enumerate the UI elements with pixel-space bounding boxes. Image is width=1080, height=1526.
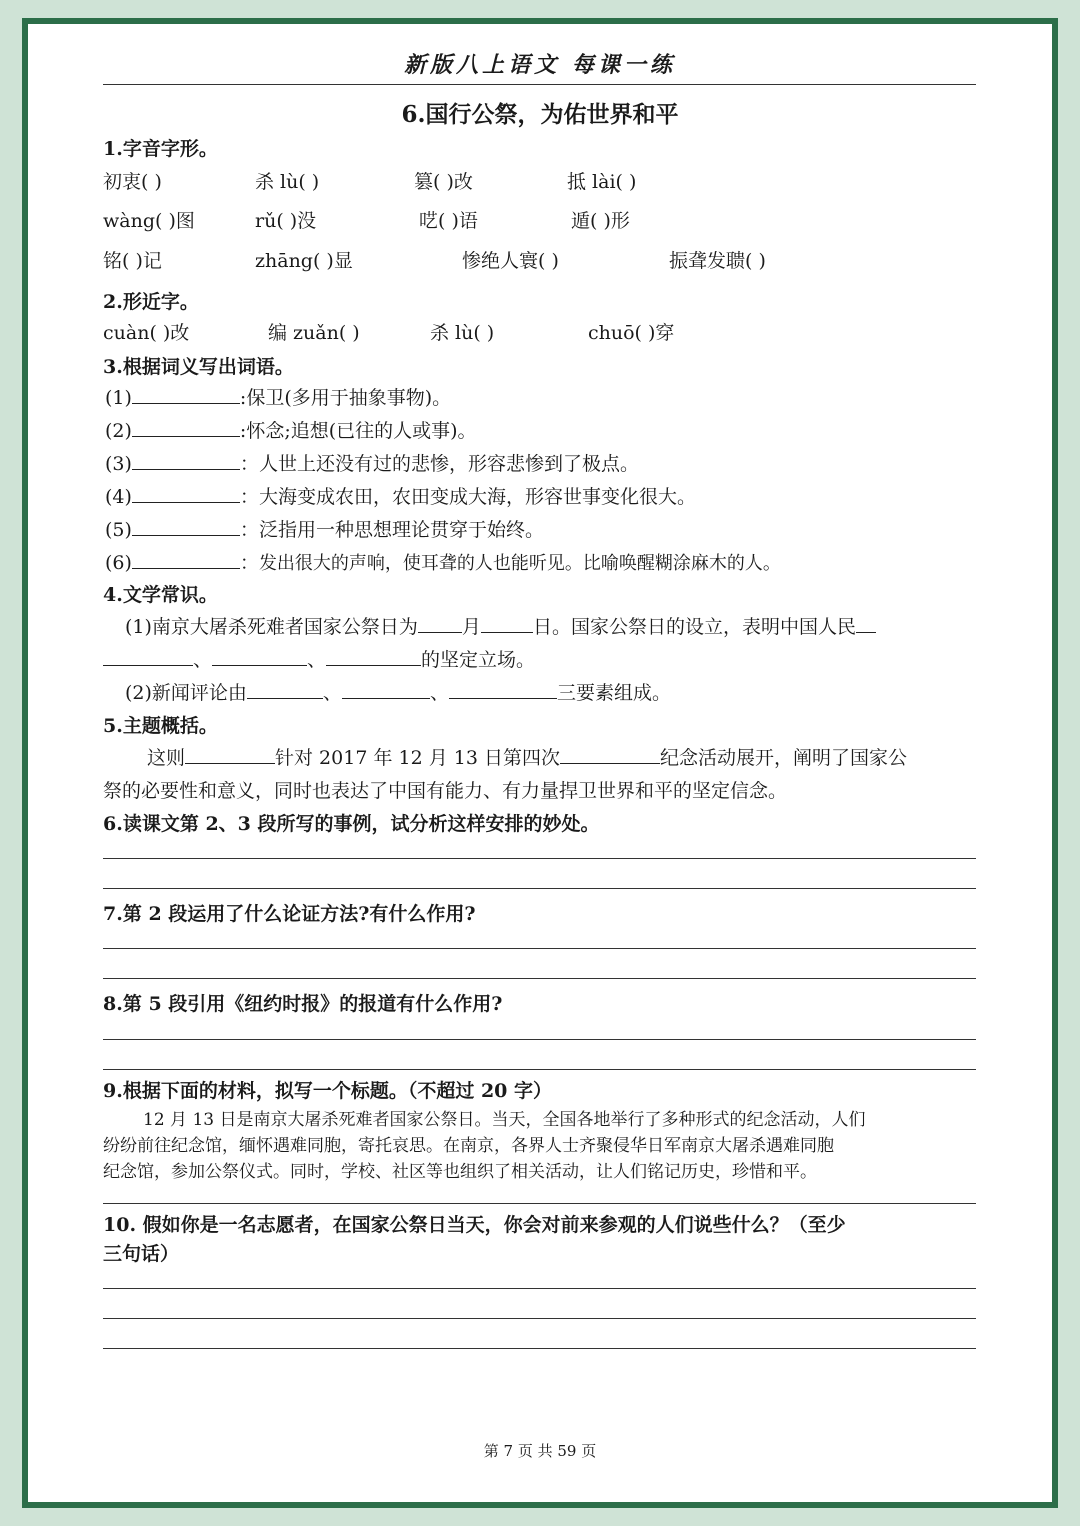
blank-field[interactable] bbox=[326, 647, 421, 666]
blank-field[interactable] bbox=[449, 680, 557, 699]
q1-item: 铭( )记 bbox=[103, 250, 162, 272]
q5-line2: 祭的必要性和意义，同时也表达了中国有能力、有力量捍卫世界和平的坚定信念。 bbox=[103, 780, 788, 802]
blank-field[interactable] bbox=[132, 451, 240, 470]
q2-item: chuō( )穿 bbox=[588, 322, 675, 344]
q3-item bbox=[105, 482, 696, 509]
q1-item: zhāng( )显 bbox=[255, 250, 353, 272]
blank-field[interactable] bbox=[103, 647, 193, 666]
q1-item: 惨绝人寰( ) bbox=[462, 250, 559, 272]
q3-item-definition: 泛指用一种思想理论贯穿于始终。 bbox=[258, 519, 544, 541]
q3-item-separator: ： bbox=[239, 453, 259, 475]
answer-line[interactable] bbox=[103, 978, 976, 979]
q3-item-definition: 保卫(多用于抽象事物)。 bbox=[246, 387, 452, 409]
q3-item-number: (5) bbox=[105, 519, 132, 541]
blank-field[interactable] bbox=[856, 614, 876, 633]
q3-item-number: (1) bbox=[105, 387, 132, 409]
blank-field[interactable] bbox=[132, 484, 240, 503]
answer-line[interactable] bbox=[103, 1348, 976, 1349]
q3-item-separator: : bbox=[239, 420, 247, 442]
blank-field[interactable] bbox=[132, 517, 240, 536]
q3-item-separator: ： bbox=[239, 486, 259, 508]
header-divider bbox=[103, 84, 976, 85]
q3-item-separator: ： bbox=[239, 519, 259, 541]
blank-field[interactable] bbox=[212, 647, 307, 666]
q1-item: 初衷( ) bbox=[103, 171, 162, 193]
q9-material-line: 12 月 13 日是南京大屠杀死难者国家公祭日。当天，全国各地举行了多种形式的纪念活动，人们 bbox=[143, 1110, 866, 1130]
q3-item bbox=[105, 383, 451, 410]
q3-item-number: (2) bbox=[105, 420, 132, 442]
q2-heading: 2.形近字。 bbox=[103, 291, 199, 313]
blank-field[interactable] bbox=[132, 550, 240, 569]
answer-line[interactable] bbox=[103, 1069, 976, 1070]
blank-field[interactable] bbox=[560, 745, 660, 764]
q3-item-definition: 怀念;追想(已往的人或事)。 bbox=[246, 420, 477, 442]
q2-item: 编 zuǎn( ) bbox=[268, 322, 360, 344]
q6-heading: 6.读课文第 2、3 段所写的事例，试分析这样安排的妙处。 bbox=[103, 813, 600, 835]
q10-heading-cont: 三句话） bbox=[103, 1243, 180, 1265]
q3-item bbox=[105, 548, 781, 575]
blank-field[interactable] bbox=[132, 418, 240, 437]
q1-item: 篡( )改 bbox=[414, 171, 473, 193]
q3-item-separator: ： bbox=[239, 552, 259, 574]
blank-field[interactable] bbox=[132, 385, 240, 404]
q5-line1: 这则 针对 2017 年 12 月 13 日第四次 纪念活动展开，阐明了国家公 bbox=[147, 747, 907, 769]
q1-heading: 1.字音字形。 bbox=[103, 138, 218, 160]
answer-line[interactable] bbox=[103, 1318, 976, 1319]
q2-item: cuàn( )改 bbox=[103, 322, 190, 344]
q4-line3: (2)新闻评论由 、 、 三要素组成。 bbox=[125, 682, 671, 704]
blank-field[interactable] bbox=[481, 614, 533, 633]
q9-material-line: 纪念馆，参加公祭仪式。同时，学校、社区等也组织了相关活动，让人们铭记历史，珍惜和平。 bbox=[103, 1162, 817, 1182]
q1-item: 抵 lài( ) bbox=[567, 171, 637, 193]
q3-item-number: (3) bbox=[105, 453, 132, 475]
answer-line[interactable] bbox=[103, 1288, 976, 1289]
blank-field[interactable] bbox=[185, 745, 275, 764]
q3-item bbox=[105, 515, 544, 542]
q1-item: 振聋发聩( ) bbox=[669, 250, 766, 272]
q7-heading: 7.第 2 段运用了什么论证方法?有什么作用? bbox=[103, 903, 476, 925]
q3-item bbox=[105, 449, 639, 476]
q9-heading: 9.根据下面的材料，拟写一个标题。（不超过 20 字） bbox=[103, 1080, 553, 1102]
answer-line[interactable] bbox=[103, 858, 976, 859]
q1-item: wàng( )图 bbox=[103, 210, 195, 232]
q10-heading: 10. 假如你是一名志愿者，在国家公祭日当天，你会对前来参观的人们说些什么？（至少 bbox=[103, 1214, 846, 1236]
q8-heading: 8.第 5 段引用《纽约时报》的报道有什么作用? bbox=[103, 993, 503, 1015]
q5-heading: 5.主题概括。 bbox=[103, 715, 218, 737]
series-title: 新版八上语文 每课一练 bbox=[404, 52, 676, 78]
q2-item: 杀 lù( ) bbox=[430, 322, 495, 344]
q4-line2: 、 、 的坚定立场。 bbox=[103, 645, 535, 672]
blank-field[interactable] bbox=[247, 680, 323, 699]
lesson-title: 6.国行公祭，为佑世界和平 bbox=[401, 101, 679, 128]
q3-item-definition: 发出很大的声响，使耳聋的人也能听见。比喻唤醒糊涂麻木的人。 bbox=[258, 553, 781, 574]
answer-line[interactable] bbox=[103, 1203, 976, 1204]
q3-item-number: (6) bbox=[105, 552, 132, 574]
answer-line[interactable] bbox=[103, 948, 976, 949]
q9-material-line: 纷纷前往纪念馆，缅怀遇难同胞，寄托哀思。在南京，各界人士齐聚侵华日军南京大屠杀遇难同胞 bbox=[103, 1136, 834, 1156]
page-number: 第 7 页 共 59 页 bbox=[483, 1442, 597, 1460]
q3-item bbox=[105, 416, 477, 443]
answer-line[interactable] bbox=[103, 1039, 976, 1040]
q3-item-separator: : bbox=[239, 387, 247, 409]
blank-field[interactable] bbox=[418, 614, 462, 633]
answer-line[interactable] bbox=[103, 888, 976, 889]
q1-item: 遁( )形 bbox=[571, 210, 630, 232]
q4-line1: (1)南京大屠杀死难者国家公祭日为 月 日。国家公祭日的设立，表明中国人民 bbox=[125, 612, 876, 639]
q3-heading: 3.根据词义写出词语。 bbox=[103, 356, 294, 378]
q3-item-number: (4) bbox=[105, 486, 132, 508]
blank-field[interactable] bbox=[342, 680, 430, 699]
q1-item: 呓( )语 bbox=[419, 210, 478, 232]
q1-item: 杀 lù( ) bbox=[255, 171, 320, 193]
q3-item-definition: 大海变成农田，农田变成大海，形容世事变化很大。 bbox=[258, 486, 696, 508]
q4-heading: 4.文学常识。 bbox=[103, 584, 218, 606]
q1-item: rǔ( )没 bbox=[255, 210, 317, 232]
q3-item-definition: 人世上还没有过的悲惨，形容悲惨到了极点。 bbox=[258, 453, 639, 475]
